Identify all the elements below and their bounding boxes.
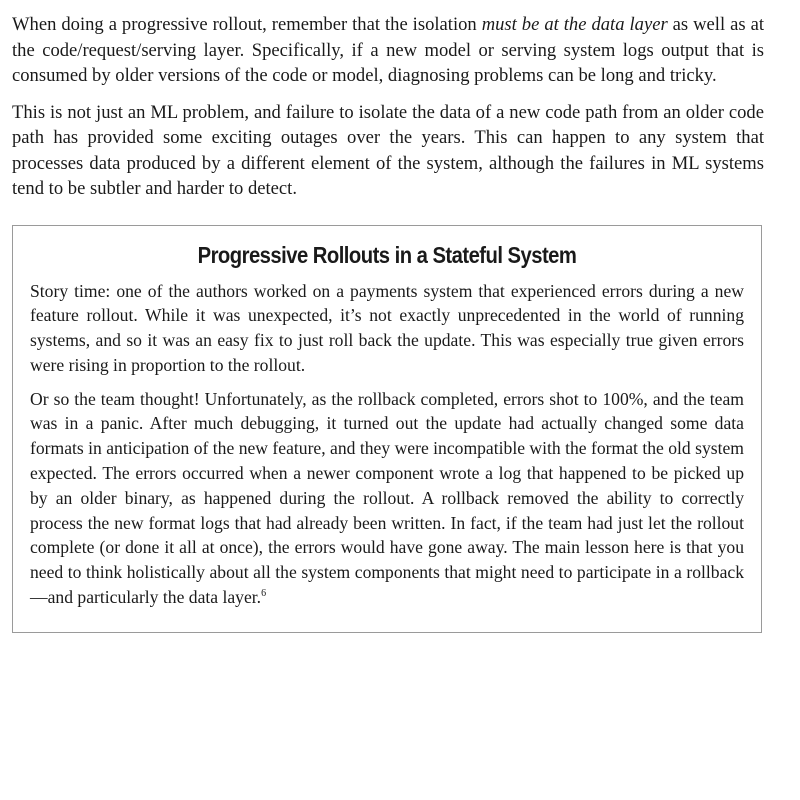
emphasized-text: must be at the data layer — [481, 14, 668, 35]
page-content — [12, 0, 764, 633]
sidebar-box — [12, 225, 762, 633]
sidebar-paragraph-lesson-text: Or so the team thought! Unfortunately, as the rollback completed, errors shot to 100%, and the team was in a panic. After much debugging, it turned out the update had actually changed some data formats in anticipation of the new feature, and they were incompatible with the format the old system expected. The errors occurred when a newer component wrote a log that happened to be picked up by an older binary, as happened during the rollout. A rollback removed the ability to correctly process the new format logs that had already been written. In fact, if the team had just let the rollout complete (or done it all at once), the errors would have gone away. The main lesson here is that you need to think holistically about all the system components that might need to participate in a rollback—and particularly the data layer. — [30, 388, 744, 608]
sidebar-paragraph-lesson — [30, 387, 744, 610]
paragraph-text-end: as well as at the code/request/serving layer. Specifically, if a new model or serving system logs output that is consumed by older versions of the code or model, diagnosing problems can be long and tricky. — [12, 14, 764, 86]
sidebar-title: Progressive Rollouts in a Stateful System — [197, 241, 577, 268]
paragraph-not-just-ml: This is not just an ML problem, and failure to isolate the data of a new code path from an older code path has provided some exciting outages over the years. This can happen to any system that processes data produced by a different element of the system, although the failures in ML systems tend to be subtler and harder to detect. — [12, 101, 764, 199]
clipped-previous-line — [12, 0, 764, 12]
paragraph-data-layer-isolation — [12, 12, 764, 89]
footnote-reference[interactable]: 6 — [261, 588, 267, 600]
sidebar-paragraph-story: Story time: one of the authors worked on a payments system that experienced errors during a new feature rollout. While it was unexpected, it’s not exactly unprecedented in the world of running systems, and so it was an easy fix to just roll back the update. This was especially true given errors were rising in proportion to the rollout. — [30, 280, 744, 375]
paragraph-text-start: When doing a progressive rollout, remember that the isolation — [12, 14, 482, 35]
